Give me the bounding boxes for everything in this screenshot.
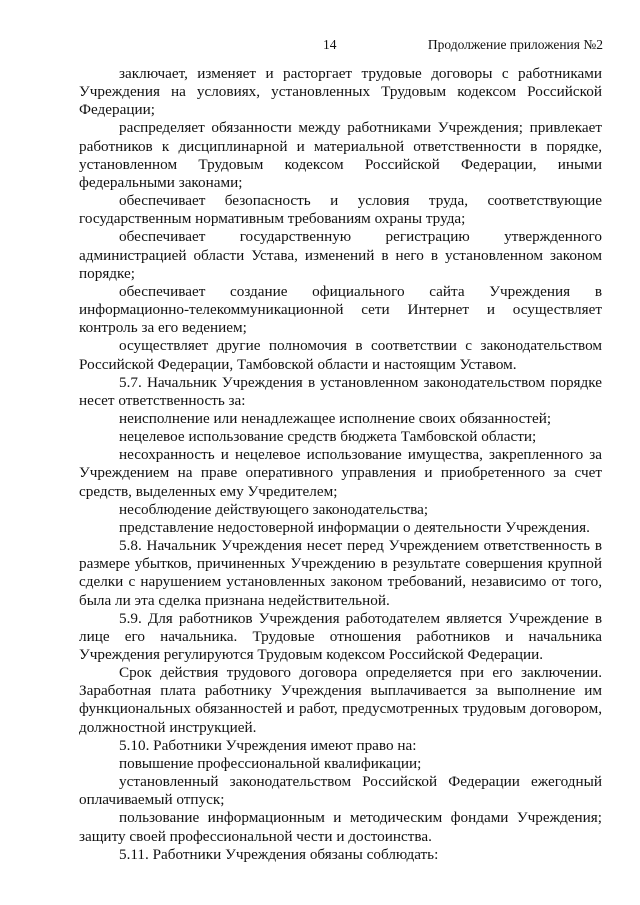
paragraph: осуществляет другие полномочия в соответствии с законодательством Российской Федерации, Тамбовской области и настоящим Уставом.: [79, 337, 602, 373]
paragraph: установленный законодательством Российской Федерации ежегодный оплачиваемый отпуск;: [79, 773, 602, 809]
paragraph: представление недостоверной информации о деятельности Учреждения.: [119, 518, 590, 536]
paragraph: несохранность и нецелевое использование имущества, закрепленного за Учреждением на праве оперативного управления и приобретенного за счет средств, выделенных ему Учредителем;: [79, 446, 602, 500]
running-header: Продолжение приложения №2: [427, 37, 603, 52]
paragraph: обеспечивает безопасность и условия труда, соответствующие государственным нормативным требованиям охраны труда;: [79, 192, 602, 228]
paragraph: 5.9. Для работников Учреждения работодателем является Учреждение в лице его начальника. Трудовые отношения работников и начальника Учреждения регулируются Трудовым кодексом Российской Федерации.: [79, 609, 602, 663]
document-body: [79, 65, 602, 864]
paragraph: неисполнение или ненадлежащее исполнение своих обязанностей;: [119, 409, 552, 427]
paragraph: повышение профессиональной квалификации;: [119, 754, 422, 772]
paragraph: 5.11. Работники Учреждения обязаны соблюдать:: [119, 845, 439, 863]
paragraph: распределяет обязанности между работниками Учреждения; привлекает работников к дисциплинарной и материальной ответственности в порядке, установленном Трудовым кодексом Российской Федерации, иными федеральными законами;: [79, 119, 602, 191]
paragraph: 5.7. Начальник Учреждения в установленном законодательством порядке несет ответственность за:: [79, 373, 602, 409]
paragraph: 5.10. Работники Учреждения имеют право на:: [119, 736, 417, 754]
paragraph: нецелевое использование средств бюджета Тамбовской области;: [119, 428, 537, 446]
paragraph: несоблюдение действующего законодательства;: [119, 500, 429, 518]
paragraph: пользование информационным и методическим фондами Учреждения; защиту своей профессиональной чести и достоинства.: [79, 809, 602, 845]
paragraph: обеспечивает государственную регистрацию утвержденного администрацией области Устава, изменений в него в установленном законом порядке;: [79, 228, 602, 282]
paragraph: заключает, изменяет и расторгает трудовые договоры с работниками Учреждения на условиях, установленных Трудовым кодексом Российской Федерации;: [79, 65, 602, 119]
paragraph: обеспечивает создание официального сайта Учреждения в информационно-телекоммуникационной сети Интернет и осуществляет контроль за его ведением;: [79, 282, 602, 337]
paragraph: 5.8. Начальник Учреждения несет перед Учреждением ответственность в размере убытков, причиненных Учреждению в результате совершения крупной сделки с нарушением установленных законом требований, независимо от того, была ли эта сделка признана недействительной.: [79, 537, 602, 609]
paragraph: Срок действия трудового договора определяется при его заключении. Заработная плата работнику Учреждения выплачивается за выполнение им функциональных обязанностей и работ, предусмотренных трудовым договором, должностной инструкцией.: [79, 664, 602, 736]
page-number: 14: [323, 37, 337, 52]
